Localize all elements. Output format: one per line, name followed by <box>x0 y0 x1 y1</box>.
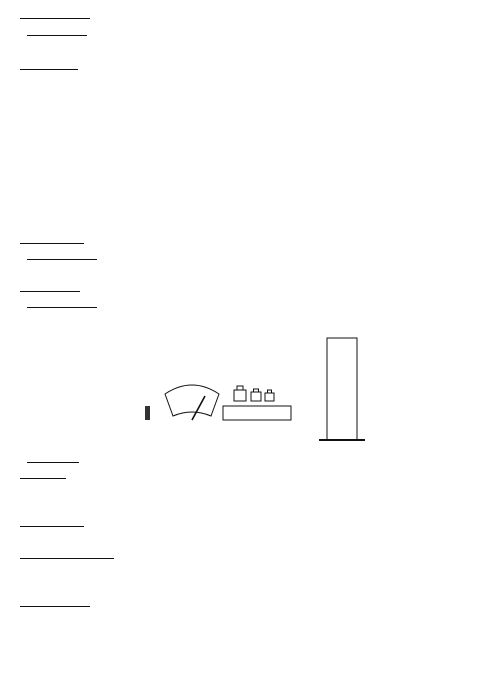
text-line <box>20 8 90 21</box>
text-line <box>20 281 80 294</box>
text-line <box>20 468 66 481</box>
rider <box>145 406 150 420</box>
text-line <box>27 452 79 465</box>
pointer-needle <box>192 396 205 420</box>
text-line <box>27 25 87 38</box>
text-line <box>27 249 97 262</box>
measuring-cylinder <box>319 338 365 440</box>
weights <box>234 386 274 401</box>
text-line <box>20 59 78 72</box>
text-line <box>20 596 90 609</box>
figure-19 <box>145 332 375 454</box>
text-line <box>27 297 97 310</box>
figure-18 <box>150 93 380 203</box>
text-line <box>20 548 114 561</box>
text-line <box>20 516 84 529</box>
balance-dial <box>165 385 219 420</box>
rider-scale <box>145 406 291 420</box>
text-line <box>20 233 84 246</box>
